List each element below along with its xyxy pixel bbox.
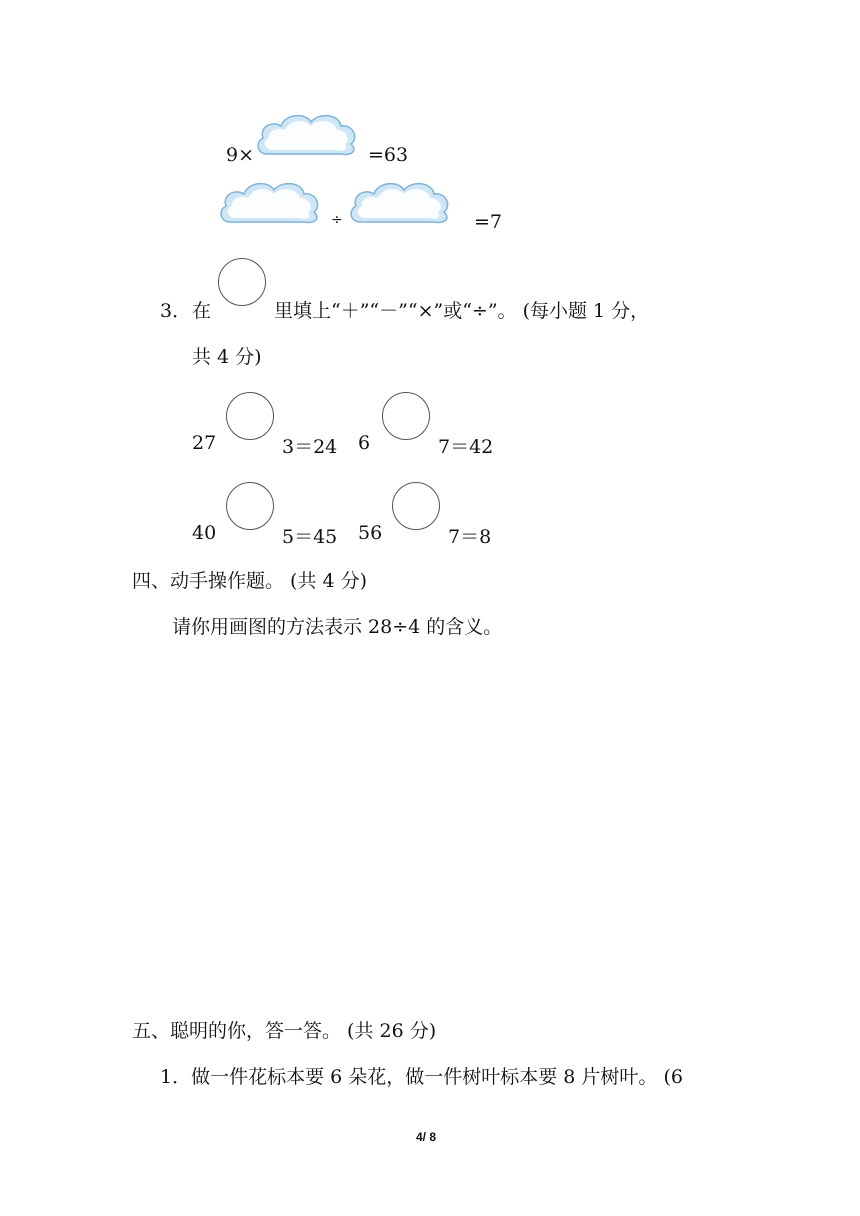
- q3-expr-rest: 7＝42: [438, 436, 494, 458]
- operator-blank-circle[interactable]: [392, 482, 440, 530]
- circle-blank-example: [218, 258, 266, 306]
- q3-expr-rest: 7＝8: [448, 526, 492, 548]
- q3-number: 3．: [160, 300, 192, 322]
- drawing-area[interactable]: [132, 650, 732, 990]
- q3-prefix: 在: [192, 300, 212, 322]
- cloud-eq1-left: 9×: [226, 144, 255, 166]
- section4-prompt: 请你用画图的方法表示 28÷4 的含义。: [172, 616, 503, 638]
- section5-q1: 1．做一件花标本要 6 朵花，做一件树叶标本要 8 片树叶。 (6: [160, 1066, 683, 1088]
- cloud-eq1-right: =63: [368, 144, 409, 166]
- q3-expr-rest: 3＝24: [282, 436, 338, 458]
- operator-blank-circle[interactable]: [226, 482, 274, 530]
- cloud-icon[interactable]: [255, 110, 360, 158]
- cloud-eq2-op: ÷: [331, 212, 343, 228]
- q3-expr-operand: 6: [358, 432, 371, 454]
- q3-instruction: 里填上“＋”“－”“×”或“÷”。 (每小题 1 分，: [274, 300, 650, 322]
- q3-expr-operand: 56: [358, 522, 383, 544]
- q3-instruction-line2: 共 4 分): [192, 346, 262, 368]
- section4-title: 四、动手操作题。 (共 4 分): [132, 570, 368, 592]
- page-number: 4/ 8: [416, 1130, 437, 1144]
- cloud-eq2-right: =7: [474, 211, 503, 233]
- q3-expr-operand: 27: [192, 432, 217, 454]
- cloud-icon[interactable]: [348, 178, 453, 226]
- cloud-icon[interactable]: [218, 178, 323, 226]
- operator-blank-circle[interactable]: [382, 392, 430, 440]
- operator-blank-circle[interactable]: [226, 392, 274, 440]
- q3-expr-operand: 40: [192, 522, 217, 544]
- q3-expr-rest: 5＝45: [282, 526, 338, 548]
- section5-title: 五、聪明的你，答一答。 (共 26 分): [132, 1020, 437, 1042]
